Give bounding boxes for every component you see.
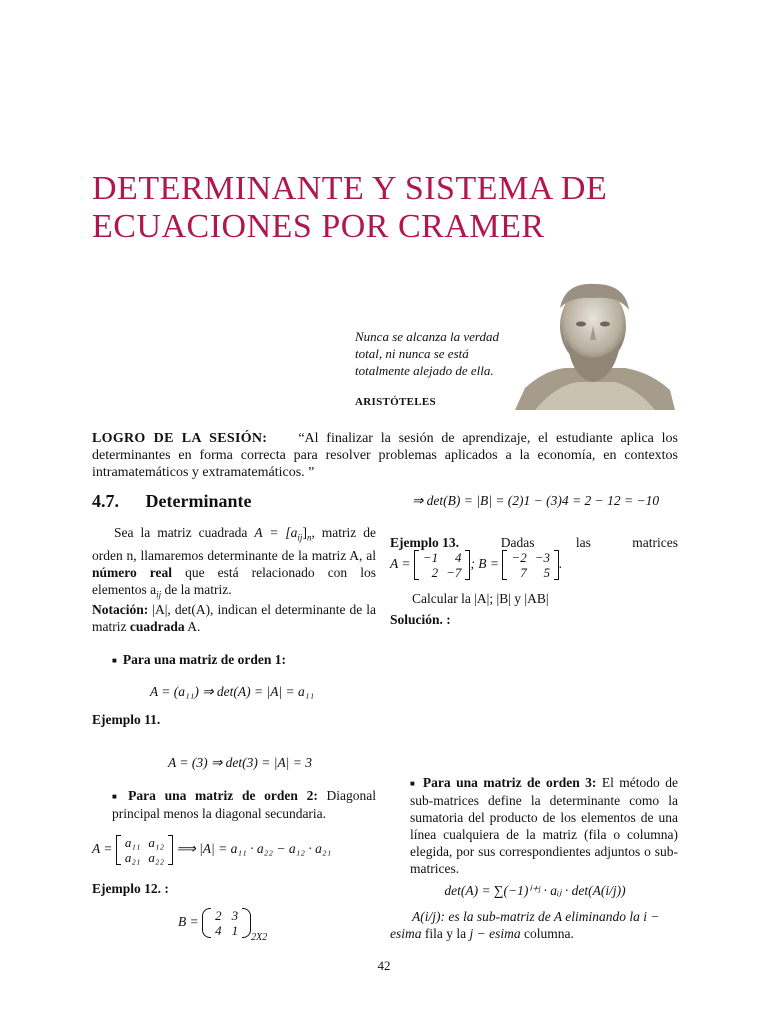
submatrix-definition bbox=[390, 908, 678, 942]
intro-bold: número real bbox=[92, 564, 173, 580]
notation-label: Notación: bbox=[92, 602, 149, 617]
learning-goal-label: LOGRO DE LA SESIÓN: bbox=[92, 431, 268, 446]
solution-label: Solución. : bbox=[390, 612, 451, 627]
matrix-a bbox=[414, 550, 471, 580]
submatrix-text-e: columna. bbox=[520, 926, 574, 941]
matrix-cell: 7 bbox=[520, 565, 527, 580]
aristotle-bust-image bbox=[515, 278, 675, 410]
example-13-text: Dadas las matrices bbox=[500, 535, 678, 550]
submatrix-text-a: A(i/j): es la sub-matriz de A eliminando la bbox=[412, 909, 644, 924]
title-line-1: DETERMINANTE Y SISTEMA DE bbox=[92, 170, 608, 207]
notation-paragraph bbox=[92, 601, 376, 635]
learning-goal bbox=[92, 430, 678, 481]
matrix-a-lhs: A = bbox=[390, 556, 411, 572]
matrix-cell: a₁₁ bbox=[124, 835, 141, 850]
equation-order-2 bbox=[92, 835, 382, 865]
matrix-cell: −7 bbox=[446, 565, 462, 580]
matrix-cell: 2 bbox=[215, 908, 222, 923]
eq-example-12-lhs: B = bbox=[178, 914, 199, 930]
det-b-result: ⇒ det(B) = |B| = (2)1 − (3)4 = 2 − 12 = −10 bbox=[412, 493, 660, 508]
matrix-cell: a₁₂ bbox=[148, 835, 164, 850]
matrix-cell: a₂₁ bbox=[124, 850, 141, 865]
intro-text-d: de la matriz. bbox=[161, 581, 232, 597]
matrix-cell: a₂₂ bbox=[148, 850, 164, 865]
notation-text: |A|, det(A), indican el determinante de la matriz bbox=[92, 602, 376, 634]
example-13-matrices: A = −1 4 2 −7 ; B = −2 −3 7 5 . bbox=[390, 550, 563, 580]
bullet-order-3 bbox=[410, 774, 678, 877]
bullet-order-3-bold: Para una matriz de orden 3: bbox=[422, 775, 597, 790]
example-12-label: Ejemplo 12. : bbox=[92, 881, 169, 896]
matrix-cell: 5 bbox=[543, 565, 550, 580]
submatrix-text-b: i − esima bbox=[390, 909, 660, 941]
equation-order-1: A = (a₁₁) ⇒ det(A) = |A| = a₁₁ bbox=[149, 684, 315, 699]
epigraph-author: ARISTÓTELES bbox=[355, 396, 436, 408]
bullet-order-2 bbox=[112, 787, 376, 822]
intro-paragraph: Sea la matriz cuadrada $A = [a_{ij}]_n$, matriz de orden n, llamaremos determinante de la matriz A, al número real que está relacionado con los elementos $a_{ij}$ de la matriz. bbox=[92, 525, 376, 600]
example-13-label: Ejemplo 13. bbox=[390, 535, 459, 550]
notation-end: A. bbox=[184, 619, 201, 634]
bullet-order-3-text: El método de sub-matrices define la determinante como la sumatoria del producto de los elementos de una línea cualquiera de la matriz (fila o columna) elegida, por sus correspondientes adjuntos o sub-matrices. bbox=[410, 775, 678, 877]
matrix-b-13 bbox=[502, 550, 559, 580]
intro-text-c: que está relacionado con los elementos a bbox=[92, 564, 376, 597]
intro-math: A = [a bbox=[254, 525, 298, 540]
bullet-order-1-text: Para una matriz de orden 1: bbox=[122, 652, 286, 667]
page-number: 42 bbox=[377, 958, 391, 973]
section-heading bbox=[92, 491, 251, 512]
matrix-cell: −3 bbox=[534, 550, 550, 565]
intro-text-b: , matriz de orden n, llamaremos determinante de la matriz A, al bbox=[92, 525, 376, 563]
learning-goal-text: “Al finalizar la sesión de aprendizaje, el estudiante aplica los determinantes en forma correcta para resolver problemas aplicados a la economía, en contextos intramatemáticos y extramatemáticos. ” bbox=[92, 431, 678, 480]
example-13-heading bbox=[390, 534, 678, 551]
submatrix-text-d: j − esima bbox=[469, 926, 521, 941]
notation-bold: cuadrada bbox=[129, 619, 185, 634]
matrix-cell: 3 bbox=[231, 908, 239, 923]
matrix-dimension: 2X2 bbox=[251, 931, 268, 943]
section-number: 4.7. bbox=[92, 491, 119, 511]
matrix-b bbox=[202, 908, 251, 938]
example-11-label: Ejemplo 11. bbox=[92, 712, 161, 727]
equation-order-3: det(A) = ∑(−1)ⁱ⁺ʲ · aᵢⱼ · det(A(i/j)) bbox=[444, 883, 626, 898]
bullet-icon: ■ bbox=[112, 656, 117, 666]
matrix-b-lhs: ; B = bbox=[470, 556, 500, 572]
bullet-icon: ■ bbox=[410, 779, 417, 789]
calculate-instruction: Calcular la |A|; |B| y |AB| bbox=[412, 591, 549, 606]
submatrix-text-c: fila y la bbox=[421, 926, 470, 941]
eq-order-2-lhs: A = bbox=[92, 841, 113, 857]
epigraph-quote: Nunca se alcanza la verdad total, ni nunca se está totalmente alejado de ella. bbox=[355, 329, 499, 378]
matrix-cell: 2 bbox=[431, 565, 439, 580]
bullet-order-2-bold: Para una matriz de orden 2: bbox=[128, 788, 318, 803]
matrix-cell: 4 bbox=[215, 923, 222, 938]
matrix-cell: 4 bbox=[454, 550, 462, 565]
matrix-cell: −2 bbox=[511, 550, 527, 565]
matrix-cell: −1 bbox=[422, 550, 439, 565]
section-title: Determinante bbox=[145, 491, 252, 511]
bullet-order-1 bbox=[112, 651, 396, 669]
bullet-order-2-text: Diagonal principal menos la diagonal secundaria. bbox=[112, 788, 376, 822]
intro-text-a: Sea la matriz cuadrada bbox=[114, 525, 255, 540]
eq-order-2-rhs: ⟹ |A| = a₁₁ · a₂₂ − a₁₂ · a₂₁ bbox=[176, 841, 332, 857]
equation-example-12 bbox=[178, 908, 378, 943]
equation-example-11: A = (3) ⇒ det(3) = |A| = 3 bbox=[167, 755, 313, 770]
matrix-2x2 bbox=[116, 835, 173, 865]
title-line-2: ECUACIONES POR CRAMER bbox=[92, 208, 545, 245]
matrix-cell: 1 bbox=[231, 923, 239, 938]
page-title bbox=[92, 170, 692, 246]
bullet-icon: ■ bbox=[112, 792, 123, 802]
